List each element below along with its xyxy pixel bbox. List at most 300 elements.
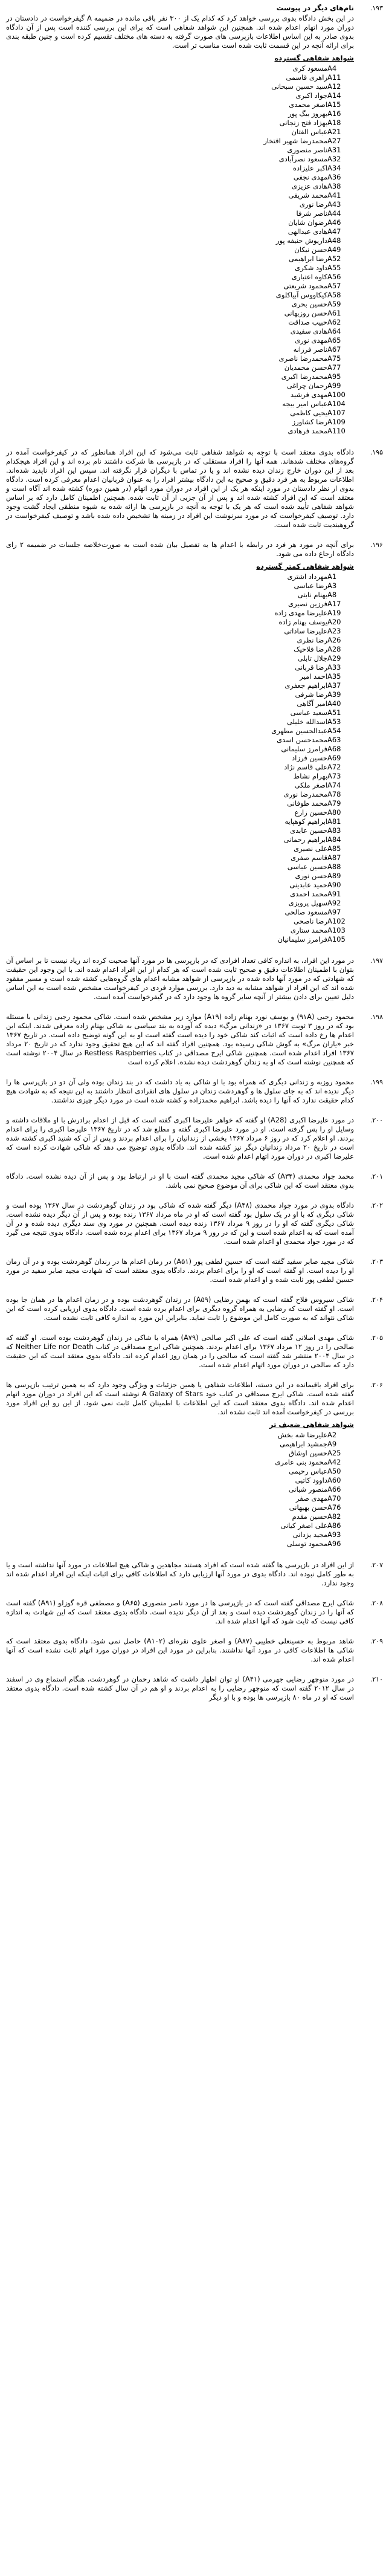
victim-name: رضا عباسی: [294, 581, 327, 590]
list-item: [6, 654, 354, 663]
para-199: [6, 1078, 383, 1108]
list-item: [6, 236, 354, 245]
victim-name: حسین زارع: [294, 808, 327, 817]
list-item: [6, 1503, 354, 1512]
victim-name: حسین بحری: [291, 300, 327, 308]
para-209: [6, 1637, 383, 1668]
list-item: [6, 1530, 354, 1539]
victim-name: علی اصغر کیانی: [280, 1521, 327, 1530]
list-item: [6, 381, 354, 390]
victim-code: A99: [327, 381, 341, 390]
victim-code: A17: [327, 600, 341, 608]
list-item: [6, 1440, 354, 1449]
victim-name: سعید عباسی: [290, 708, 327, 717]
victim-name: هادی عبدالهی: [288, 227, 327, 236]
victim-name: رضا ناصحی: [294, 917, 327, 925]
list-item: [6, 1539, 354, 1549]
list-item: [6, 273, 354, 282]
victim-code: A102: [327, 917, 346, 925]
victim-code: A31: [327, 146, 341, 154]
list-title-extensive: شواهد شفاهی گسترده: [274, 54, 354, 62]
para-195: [6, 448, 383, 533]
victim-name: رضا قربانی: [295, 663, 327, 672]
para-number: ۲۰۳.: [370, 1258, 383, 1266]
list-item: [6, 173, 354, 182]
victim-code: A4: [327, 64, 337, 73]
victim-name: حسن بهبهانی: [289, 1503, 327, 1512]
list-item: [6, 745, 354, 754]
list-item: [6, 872, 354, 881]
list-item: [6, 826, 354, 835]
list-item: [6, 681, 354, 690]
victim-name: محمد احمدی: [290, 890, 327, 898]
paragraph-text: محمود رجبی (۹۱A) و یوسف نورد بهنام زاده (A۱۹) موارد زیر مشخص شده است. شاکی محمود ‏رجبی زندانی با مسئله بود که در روز ۳ ثوبت ۱۳۶۷ در «زندانی مرگ» دیده که آورده به بند سیاسی به ‏شاکی بهنام زاده معرفی شدند. اینکه این اعدام ها رخ داده است که اثبات کند شاکی خود را دیده است گفته ‏است او به این گونه توضیح داده است. در تاریخ ۱۳۶۷ خبر «یاران مرگ» به گوش شاکی رسیده بود. همچنین ‏افراد گفته اند که این هیچ تحقیق وجود ندارد که در تاریخ ۲۰ مرداد ۱۳۶۷ افراد اعدام شده است. ‏همچنین شاکی ایرج مصداقی در کتاب Restless Raspberries در سال ۲۰۰۴ نوشته است که ‏همچنین نوشته است که او به زندان گوهردشت دیده نشده. ‏اعلام کرده است: [6, 1012, 354, 1066]
para-203: [6, 1257, 383, 1288]
list-item: [6, 899, 354, 908]
victim-code: A103: [327, 926, 346, 934]
victim-name: مهدی نجفی: [293, 173, 327, 181]
list-item: [6, 781, 354, 790]
victim-name: ناصر شرفا: [296, 209, 327, 218]
list-item: [6, 581, 354, 591]
list-item: [6, 1485, 354, 1494]
victim-code: A53: [327, 717, 341, 726]
list-item: [6, 164, 354, 173]
victim-name: سید حسین سبحانی: [271, 82, 327, 91]
victim-name: علیرضا مهدی زاده: [274, 609, 327, 617]
victim-name: بهنام نابتی: [297, 591, 327, 599]
victim-code: A34: [327, 164, 341, 172]
victim-name: فرامرز سلیمانیان: [277, 935, 327, 943]
list-item: [6, 1494, 354, 1503]
paragraph-text: شاهد مربوط به حسینعلی خطیبی (A۸۷) و اصغر علوی نقره‌ای (A۱۰۲) حاصل نمی شود. ‏دادگاه بدوی معتقد است که شاکی ها اطلاعات کافی در مورد آنها نداشتند. بنابراین در مورد این افراد ‏در دوران مورد اتهام ثابت نشده است که آنها اعدام شده اند.: [6, 1637, 354, 1663]
list-item: [6, 572, 354, 581]
list-item: [6, 645, 354, 654]
victim-name: ابراهیم کوهپایه: [285, 817, 327, 826]
victim-name: بهزاد فتح زنجانی: [279, 118, 327, 127]
list-item: [6, 218, 354, 227]
victim-name: محمدحسن اسدی: [277, 736, 327, 744]
victim-code: A63: [327, 736, 341, 744]
list-item: [6, 926, 354, 935]
para-number: ۲۰۵.: [370, 1334, 383, 1342]
victim-name: فرزین نصیری: [288, 600, 327, 608]
list-item: [6, 890, 354, 899]
list-item: [6, 708, 354, 717]
list-item: [6, 264, 354, 273]
list-item: [6, 291, 354, 300]
victim-code: A93: [327, 1530, 341, 1539]
list-item: [6, 935, 354, 944]
victim-name: حسن نوری: [295, 872, 327, 880]
victim-name: مسعود صالحی: [285, 908, 327, 916]
para-number: ۲۰۹.: [370, 1637, 383, 1645]
list-item: [6, 600, 354, 609]
victim-name: رضا نوری: [299, 200, 327, 209]
victim-name: علی قاسم نژاد: [284, 763, 327, 771]
section-title: نام‌های دیگر در پیوست: [276, 4, 354, 12]
list-item: [6, 100, 354, 109]
victim-name: ابراهیم جعفری: [285, 681, 327, 690]
list-item: [6, 146, 354, 155]
victim-code: A1: [327, 572, 337, 581]
victim-name: مهرداد اشتری: [287, 572, 327, 581]
victim-code: A87: [327, 853, 341, 862]
para-197: [6, 956, 383, 1005]
victim-code: A69: [327, 754, 341, 762]
victim-code: A12: [327, 82, 341, 91]
list-item: [6, 354, 354, 363]
list-item: [6, 400, 354, 409]
list-item: [6, 1521, 354, 1530]
list-item: [6, 418, 354, 427]
list-item: [6, 1467, 354, 1476]
victim-code: A92: [327, 899, 341, 907]
list-item: [6, 772, 354, 781]
list-title-weaker: شواهد شفاهی ضعیف تر: [269, 1420, 354, 1429]
victim-code: A46: [327, 218, 341, 227]
list-item: [6, 91, 354, 100]
victim-name: مسعود نصرآبادی: [278, 155, 327, 163]
victim-code: A44: [327, 209, 341, 218]
para-number: ۱۹۸.: [370, 1013, 383, 1021]
victim-name: حسین اوشاق: [288, 1449, 327, 1457]
para-200: [6, 1116, 383, 1165]
list-item: [6, 282, 354, 291]
victim-name: بهروز بیگ پور: [288, 109, 327, 118]
victim-code: A81: [327, 817, 341, 826]
paragraph-text: در مورد منوچهر رضایی جهرمی (A۴۱) او توان اظهار داشت که شاهد رحمان در گوهردشت، هنگام ‏استماع وی در اسفند در سال ۲۰۱۲ گفته است که منوچهر رضایی را به ‏اعدام بردند و او هم در آن سال کشته شده است. دادگاه بدوی معتقد است که او در ماه ۸۰ بازپرسی ها ‏بوده و با او دیگر: [6, 1675, 355, 1701]
victim-code: A25: [327, 1449, 341, 1457]
victim-name: رضا ابراهیمی: [288, 254, 327, 263]
victim-code: A77: [327, 363, 341, 372]
victim-name: رضا کشاورز: [292, 418, 327, 426]
paragraph-text: محمد جواد محمدی (A۳۴) که شاکی مجید محمدی گفته است با او در ارتباط بود و پس از آن دیده ‏نشده است. دادگاه بدوی معتقد است که این شاکی برای آن موضوع صحیح نمی باشد.: [6, 1172, 355, 1189]
victim-code: A50: [327, 1467, 341, 1475]
victim-code: A16: [327, 109, 341, 118]
list-item: [6, 109, 354, 118]
list-item: [6, 908, 354, 917]
list-item: [6, 427, 354, 436]
list-item: [6, 390, 354, 400]
victim-code: A32: [327, 155, 341, 163]
victim-name: داریوش حنیفه پور: [275, 236, 327, 245]
para-number: ۲۰۱.: [370, 1173, 383, 1180]
victim-code: A15: [327, 100, 341, 109]
paragraph-text: از این افراد در بازپرسی ها گفته شده است که افراد هستند مجاهدین و شاکی هیچ اطلاعات در ‏مورد آنها نداشته است و یا به طور کامل نبوده اند. دادگاه بدوی در مورد آنها ارزیابی دارد که ‏اطلاعات کافی برای اثبات اینکه این افراد اعدام شده اند وجود ندارد.: [6, 1561, 354, 1587]
list-item: [6, 200, 354, 209]
victim-code: A86: [327, 1521, 341, 1530]
victim-name: یحیی کاظمی: [290, 409, 327, 417]
paragraph-text: شاکی مهدی اصلانی گفته است که علی اکبر صالحی (A۷۹) همراه با شاکی در زندان گوهردشت ‏بوده است. او گفته که صالحی را در روز ۱۲ مرداد ۱۳۶۷ برای اعدام بردند. همچنین شاکی ایرج ‏مصداقی در کتاب Neither Life nor Death که در سال ۲۰۰۴ منتشر شد گفته است که صالحی را ‏در همان روز اعدام کرده اند. دادگاه بدوی معتقد است که این حقیقت دارد که صالحی در دوران ‏مورد اتهام اعدام شده است.: [6, 1333, 355, 1369]
para-number: ۲۰۶.: [370, 1381, 383, 1389]
victim-code: A83: [327, 826, 341, 835]
victim-code: A91: [327, 890, 341, 898]
victim-name: ناصر منصوری: [287, 146, 327, 154]
list-item: [6, 73, 354, 82]
list-item: [6, 245, 354, 254]
victim-code: A39: [327, 690, 341, 699]
victim-name: محمدرضا شهیر افتخار: [263, 137, 327, 145]
victim-code: A36: [327, 173, 341, 181]
list-item: [6, 336, 354, 345]
para-204: [6, 1295, 383, 1326]
victim-code: A90: [327, 881, 341, 889]
paragraph-text: شاکی مجید صابر سفید گفته است که حسین لطفی پور (A۵۱) در زمان اعدام ها در زندان ‏گوهردشت بوده و در آن زمان او را دیده است. او گفته است که او را برای اعدام بردند. دادگاه بدوی ‏معتقد است که شهادت مجید صابر سفید در مورد حسین لطفی پور ثابت شده و او اعدام شده است.: [6, 1257, 354, 1284]
victim-name: عباس الفتان: [291, 128, 327, 136]
list-title-less-extensive: شواهد شفاهی کمتر گسترده: [256, 562, 354, 571]
victim-code: A33: [327, 663, 341, 672]
victim-code: A9: [327, 1440, 337, 1448]
victim-code: A27: [327, 137, 341, 145]
para-number: ۲۰۴.: [370, 1296, 383, 1304]
victim-code: A105: [327, 935, 346, 943]
list-item: [6, 808, 354, 817]
list-item: [6, 254, 354, 264]
victim-name: حسین عباسی: [287, 862, 327, 871]
list-item: [6, 1431, 354, 1440]
paragraph-text: در مورد این افراد، به اندازه کافی تعداد افرادی که در بازپرسی ها در مورد آنها صحبت کرده اند زیاد ‏نیست تا بر اساس آن بتوان با اطمینان اطلاعات دقیق و صحیح ثابت شده است که هر کدام از این افراد ‏اعدام شده اند. با این وجود این حقیقت که شهادتی که در مورد آنها داده شده در بازپرسی از شواهد مشابه ‏اعدام های گروه‌هایی کشته شده است و مسیر مفقود شده اند که این افراد از شواهد مشابه به دید ‏دارد. بررسی موارد فردی در کیفرخواست مشخص شده است به این اساس دلیل تعیین برای دادن بیشتر ‏از آنچه سایر گروه ها وجود دارد که در گیفرخواست آمده است.: [6, 956, 354, 1001]
para-number: ۱۹۳.: [370, 4, 383, 12]
victim-name: مهدی نوری: [295, 336, 327, 345]
victim-name: محمود توسلی: [286, 1539, 327, 1548]
victim-name: جلال تابلی: [297, 654, 327, 662]
list-item: [6, 64, 354, 73]
para-205: [6, 1333, 383, 1373]
list-item: [6, 300, 354, 309]
victim-code: A56: [327, 273, 341, 281]
victim-name: جواد اکبری: [295, 91, 327, 100]
victim-code: A109: [327, 418, 346, 426]
paragraph-text: شاکی ایرج مصداقی گفته است که در بازپرسی ها در مورد ناصر منصوری (A۶۵) و مصطفی قره ‏گوزلو (A۹۱) گفته است که آنها را در زندان گوهردشت دیده است و بعد از آن دیگر ندیده ‏است. دادگاه بدوی معتقد است که این شهادت به اندازه کافی نیست که ثابت شود که آنها اعدام ‏شده اند.: [6, 1599, 354, 1625]
victim-name: محمود شریعتی: [283, 282, 327, 290]
list-item: [6, 1449, 354, 1458]
victim-name: حسن نیکان: [294, 245, 327, 254]
para-193: [6, 4, 383, 441]
paragraph-text: دادگاه بدوی در مورد جواد محمدی (A۴۸) دیگر گفته شده که شاکی بود در زندان گوهردشت در ‏سال ۱۳۶۷ بوده است و شاکی دیگری که با او در یک سلول بود گفته است که او در ماه مرداد ۱۳۶۷ ‏زنده بوده و پس از آن دیگر دیده نشده است. شاکی دیگری گفته که او را در روز ۹ مرداد ۱۳۶۷ زنده ‏دیده است. همچنین در مورد وی سند دیگری دیده شده و در آن آمده است که به اعدام شده است و ‏این که در روز ۹ مرداد ۱۳۶۷ برای اعدام برده شده است. دادگاه بدوی نتیجه می گیرد که در مورد ‏جواد محمدی او اعدام شده است.: [6, 1201, 354, 1246]
para-210: [6, 1675, 383, 1706]
victim-list-extensive: [6, 64, 354, 436]
victim-name: رضوان شایان: [288, 218, 327, 227]
list-item: [6, 790, 354, 799]
list-item: [6, 118, 354, 128]
list-item: [6, 844, 354, 853]
list-item: [6, 835, 354, 844]
victim-name: اصغر محمدی: [289, 100, 327, 109]
victim-code: A65: [327, 336, 341, 345]
para-number: ۱۹۷.: [370, 957, 383, 965]
paragraph-text: شاکی سیروس فلاح گفته است که بهمن رضایی (A۵۹) در زندان گوهردشت بوده و در زمان ‏اعدام ها در همان جا بوده است. او گفته است که رضایی به همراه گروه دیگری برای اعدام برده شده ‏است. دادگاه بدوی ارزیابی کرده است که این شاکی نتواند که به صورت کامل این موضوع را ثابت ‏نماید. بنابراین این مورد به اندازه کافی ثابت نشده است.: [6, 1295, 354, 1322]
list-item: [6, 345, 354, 354]
victim-code: A40: [327, 699, 341, 708]
victim-name: محمدرضا اکبری: [281, 372, 327, 381]
victim-name: مهدی فرشید: [290, 390, 327, 399]
victim-code: A76: [327, 1503, 341, 1512]
paragraph-text: محمود روزبه و زندانی دیگری که همراه بود با او شاکی به یاد داشت که در بند زندان بوده ولی آن دو ‏در بازپرسی ها را دیگر ندیده اند که به جای سلول ها و گوهردشت زندان در سلول های انفرادی ‏انتظار داشتند به این نتیجه که به شهادت هیچ کدام حقیقت ندارد که آنها را دیده باشد. ابراهیم ‏محمدزاده و کشته شده است در مورد دیگر چیزی نداشتند.: [6, 1078, 354, 1104]
list-item: [6, 372, 354, 381]
list-item: [6, 727, 354, 736]
victim-code: A26: [327, 636, 341, 644]
victim-code: A67: [327, 345, 341, 354]
victim-list-less-extensive: [6, 572, 354, 944]
victim-name: حسن محمدیان: [284, 363, 327, 372]
victim-code: A18: [327, 118, 341, 127]
victim-name: حسن روزبهانی: [284, 309, 327, 317]
list-item: [6, 591, 354, 600]
victim-name: رضا نظری: [297, 636, 327, 644]
victim-code: A14: [327, 91, 341, 100]
list-item: [6, 917, 354, 926]
victim-name: یوسف بهنام زاده: [278, 618, 327, 626]
victim-name: محمد طوفانی: [287, 799, 327, 807]
list-item: [6, 191, 354, 200]
victim-code: A2: [327, 1431, 337, 1439]
list-item: [6, 881, 354, 890]
para-number: ۲۰۲.: [370, 1202, 383, 1209]
victim-code: A59: [327, 300, 341, 308]
victim-name: جمشید ابراهیمی: [280, 1440, 327, 1448]
list-item: [6, 618, 354, 627]
list-item: [6, 799, 354, 808]
victim-name: بهرام نشاط: [293, 772, 327, 780]
victim-name: اسدالله خلیلی: [287, 717, 327, 726]
victim-name: هادی عزیزی: [291, 182, 327, 190]
victim-name: عبدالحسین مطهری: [271, 727, 327, 735]
para-202: [6, 1201, 383, 1250]
victim-name: حسین فرزاد: [292, 754, 327, 762]
victim-code: A47: [327, 227, 341, 236]
list-item: [6, 627, 354, 636]
victim-name: کیکاووس آبیاکلوی: [275, 291, 327, 299]
victim-code: A3: [327, 581, 337, 590]
victim-code: A66: [327, 1485, 341, 1493]
list-item: [6, 128, 354, 137]
list-item: [6, 137, 354, 146]
victim-code: A60: [327, 1476, 341, 1484]
victim-name: هادی سفیدی: [290, 327, 327, 335]
victim-code: A75: [327, 354, 341, 363]
victim-name: داوود کاتبی: [295, 1476, 327, 1484]
para-198: [6, 1012, 383, 1070]
victim-name: کاوه اعتباری: [291, 273, 327, 281]
victim-code: A64: [327, 327, 341, 335]
list-item: [6, 690, 354, 699]
victim-name: منصور شبانی: [288, 1485, 327, 1493]
victim-code: A100: [327, 390, 346, 399]
paragraph-text: برای آنچه در مورد هر فرد در رابطه با اعدام ها به تفصیل بیان شده است به صورت‌خلاصه جلسات در ‏ضمیمه ۲ رای دادگاه ارجاع داده می شود.: [6, 540, 355, 558]
victim-code: A19: [327, 609, 341, 617]
para-201: [6, 1172, 383, 1194]
victim-name: حبیب صداقت: [288, 318, 327, 326]
list-item: [6, 672, 354, 681]
list-item: [6, 363, 354, 372]
victim-code: A41: [327, 191, 341, 199]
list-item: [6, 309, 354, 318]
list-item: [6, 853, 354, 862]
victim-code: A107: [327, 409, 346, 417]
list-item: [6, 609, 354, 618]
victim-name: رحمان چراغی: [286, 381, 327, 390]
victim-code: A78: [327, 790, 341, 798]
victim-name: عباس امیر بیجه: [282, 400, 327, 408]
victim-code: A55: [327, 264, 341, 272]
victim-name: رضا فلاحیک: [294, 645, 327, 653]
victim-code: A85: [327, 844, 341, 853]
list-item: [6, 409, 354, 418]
list-item: [6, 318, 354, 327]
list-item: [6, 155, 354, 164]
list-item: [6, 862, 354, 872]
victim-code: A73: [327, 772, 341, 780]
victim-code: A79: [327, 799, 341, 807]
victim-name: قاسم صفری: [291, 853, 327, 862]
victim-code: A38: [327, 182, 341, 190]
paragraph-text: برای افراد باقیمانده در این دسته، اطلاعات شفاهی یا همین جزئیات و ویژگی وجود دارد که به همین ترتیب ‏بازپرسی ها گفته شده است. شاکی ایرج مصداقی در کتاب خود A Galaxy of Stars نوشته است ‏که این افراد در دوران مورد اتهام اعدام شده اند. دادگاه بدوی معتقد است که این اطلاعات با اطمینان ‏کامل ثابت نمی شود. از این رو این افراد مورد بررسی در کیفرخواست آمده اند ثابت نشده اند.: [6, 1380, 354, 1416]
victim-code: A48: [327, 236, 341, 245]
victim-code: A11: [327, 73, 341, 82]
para-207: [6, 1561, 383, 1591]
list-item: [6, 82, 354, 91]
victim-name: محمدرضا نوری: [283, 790, 327, 798]
victim-code: A28: [327, 645, 341, 653]
victim-code: A95: [327, 372, 341, 381]
victim-name: محمد شریفی: [288, 191, 327, 199]
victim-code: A51: [327, 708, 341, 717]
victim-code: A29: [327, 654, 341, 662]
victim-code: A70: [327, 1494, 341, 1503]
para-number: ۲۱۰.: [370, 1675, 383, 1683]
list-item: [6, 663, 354, 672]
list-item: [6, 1458, 354, 1467]
list-item: [6, 1512, 354, 1521]
victim-name: احمد امیر: [300, 672, 327, 681]
victim-name: حسین عابدی: [290, 826, 327, 835]
victim-code: A61: [327, 309, 341, 317]
para-208: [6, 1599, 383, 1629]
victim-code: A52: [327, 254, 341, 263]
paragraph-text: در مورد علیرضا اکبری (A28) او گفته که خواهر علیرضا اکبری گفته است که قبل از اعدام برادرش ‏با او ملاقات داشته و وسایل او را پس گرفته است. او در مورد علیرضا اکبری گفته و مطلع شد که در ‏تاریخ ۱۳۶۷ علیرضا اکبری را برای اعدام بردند. او اعلام کرد که در روز ۶ مرداد ۱۳۶۷ بخشی از ‏زندانیان را برای اعدام بردند و پس از آن که شنید اکبری کشته شده است در تاریخ ۲۰ مرداد ‏زندانیان دیگر نیز کشته شده اند. دادگاه بدوی توضیح می دهد که شاکی شهادت کرده است که ‏علیرضا اکبری در دوران مورد اتهام اعدام شده است.: [6, 1116, 354, 1160]
victim-code: A49: [327, 245, 341, 254]
victim-name: محمد ستاری: [290, 926, 327, 934]
victim-name: علی نصیری: [294, 844, 327, 853]
victim-name: ناصر فرزانه: [293, 345, 327, 354]
victim-code: A96: [327, 1539, 341, 1548]
para-number: ۲۰۷.: [370, 1561, 383, 1569]
victim-code: A23: [327, 627, 341, 635]
victim-name: مجید یزدانی: [292, 1530, 327, 1539]
victim-code: A74: [327, 781, 341, 789]
victim-code: A42: [327, 1458, 341, 1466]
victim-name: سهیل پرویزی: [288, 899, 327, 907]
victim-code: A104: [327, 400, 346, 408]
para-number: ۱۹۹.: [370, 1078, 383, 1086]
victim-code: A97: [327, 908, 341, 916]
victim-code: A68: [327, 745, 341, 753]
victim-name: مسعود کری: [292, 64, 327, 73]
list-item: [6, 717, 354, 727]
list-item: [6, 817, 354, 826]
victim-name: اکبر علیزاده: [293, 164, 327, 172]
victim-code: A8: [327, 591, 337, 599]
victim-code: A72: [327, 763, 341, 771]
victim-code: A89: [327, 872, 341, 880]
list-item: [6, 227, 354, 236]
victim-code: A110: [327, 427, 346, 435]
victim-code: A43: [327, 200, 341, 209]
victim-name: مهدی صفر: [295, 1494, 327, 1503]
list-item: [6, 636, 354, 645]
para-number: ۲۰۰.: [370, 1116, 383, 1124]
